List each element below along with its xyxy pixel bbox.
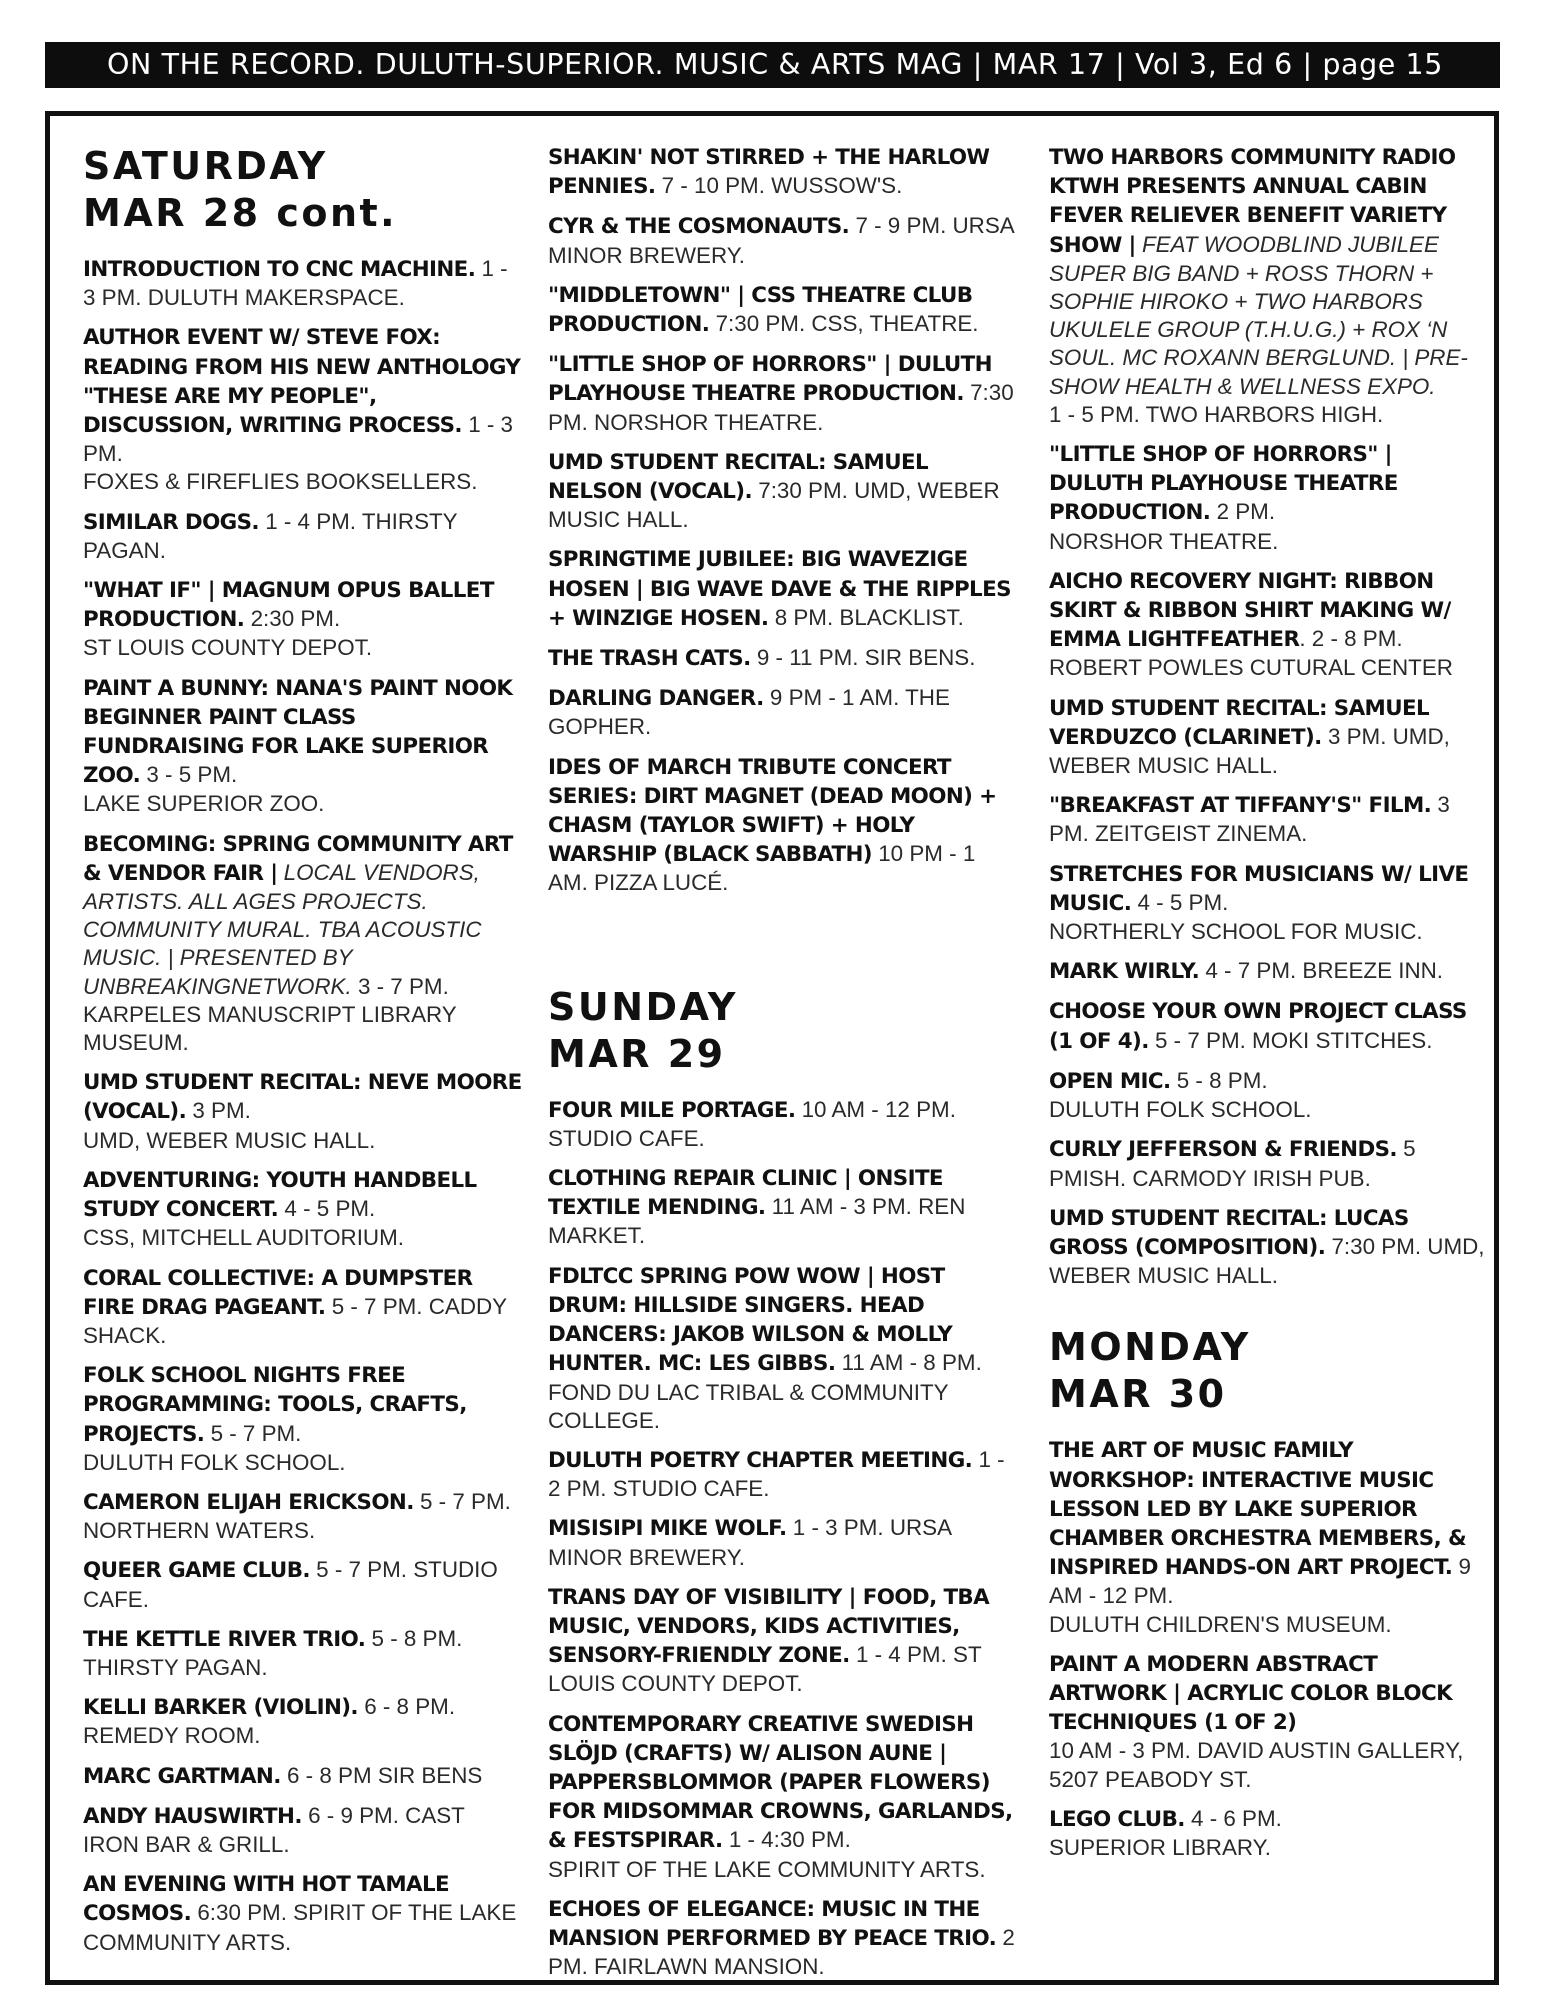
event-title: "MIDDLETOWN" | CSS THEATRE CLUB PRODUCTION.	[548, 282, 973, 338]
event-time: . 2 - 8 PM.	[1299, 626, 1403, 652]
page-header	[45, 42, 1500, 88]
event-item	[83, 1762, 523, 1791]
event-title: "BREAKFAST AT TIFFANY'S" FILM.	[1049, 793, 1432, 819]
event-item	[548, 212, 1018, 269]
event-time: 2:30 PM.	[250, 606, 341, 632]
event-venue: SPIRIT OF THE LAKE COMMUNITY ARTS.	[548, 1856, 986, 1882]
event-title: BECOMING: SPRING COMMUNITY ART & VENDOR FAIR |	[83, 831, 513, 886]
event-time: 7 - 10 PM. WUSSOW'S.	[661, 173, 903, 199]
day-heading-monday	[1049, 1324, 1489, 1418]
event-venue: FOND DU LAC TRIBAL & COMMUNITY COLLEGE.	[548, 1379, 949, 1433]
event-time: 1 - 3 PM. URSA MINOR BREWERY.	[548, 1515, 951, 1570]
event-time: 2 PM.	[1216, 499, 1276, 525]
event-venue: DULUTH FOLK SCHOOL.	[1049, 1097, 1312, 1123]
event-title: TRANS DAY OF VISIBILITY | FOOD, TBA MUSIC, VENDORS, KIDS ACTIVITIES, SENSORY-FRIENDLY ZONE.	[548, 1584, 990, 1669]
event-item	[1049, 1805, 1489, 1862]
event-title: DULUTH POETRY CHAPTER MEETING.	[548, 1447, 973, 1473]
event-time: 3 PM.	[192, 1098, 251, 1124]
event-item	[1049, 957, 1489, 986]
event-title: ECHOES OF ELEGANCE: MUSIC IN THE MANSION PERFORMED BY PEACE TRIO.	[548, 1896, 997, 1951]
event-item	[1049, 1204, 1489, 1291]
event-item	[548, 448, 1018, 535]
event-time: 6 - 9 PM. CAST IRON BAR & GRILL.	[83, 1802, 465, 1857]
event-time: 5 - 8 PM. THIRSTY PAGAN.	[83, 1625, 463, 1680]
event-title: FOLK SCHOOL NIGHTS FREE PROGRAMMING: TOOLS, CRAFTS, PROJECTS.	[83, 1363, 467, 1447]
event-title: UMD STUDENT RECITAL: NEVE MOORE (VOCAL).	[83, 1070, 522, 1125]
event-item	[548, 1164, 1018, 1251]
event-time: 11 AM - 8 PM.	[841, 1350, 982, 1376]
event-title: "WHAT IF" | MAGNUM OPUS BALLET PRODUCTION.	[83, 578, 494, 633]
event-venue: 10 AM - 3 PM. DAVID AUSTIN GALLERY, 5207 PEABODY ST.	[1049, 1738, 1464, 1792]
event-title: UMD STUDENT RECITAL: SAMUEL NELSON (VOCAL).	[548, 449, 929, 505]
column-1	[83, 143, 523, 1968]
event-venue: LAKE SUPERIOR ZOO.	[83, 791, 325, 817]
event-title: CAMERON ELIJAH ERICKSON.	[83, 1489, 414, 1515]
event-title: THE ART OF MUSIC FAMILY WORKSHOP: INTERACTIVE MUSIC LESSON LED BY LAKE SUPERIOR CHAMBER ORCHESTRA MEMBERS, & INSPIRED HANDS-ON ART PROJECT.	[1049, 1438, 1467, 1581]
event-time: 1 - 3 PM.	[83, 412, 514, 467]
event-description: FEAT WOODBLIND JUBILEE SUPER BIG BAND + ROSS THORN + SOPHIE HIROKO + TWO HARBORS UKULELE GROUP (T.H.U.G.) + ROX ‘N SOUL. MC ROXANN BERGLUND. | PRE-SHOW HEALTH & WELLNESS EXPO.	[1049, 231, 1468, 399]
event-time: 4 - 6 PM.	[1191, 1805, 1282, 1831]
event-time: 6 - 8 PM. REMEDY ROOM.	[83, 1694, 456, 1749]
event-time: 1 - 3 PM. DULUTH MAKERSPACE.	[83, 256, 508, 311]
event-time: 5 - 7 PM.	[210, 1420, 302, 1446]
event-time: 5 - 8 PM.	[1176, 1067, 1268, 1093]
event-title: TWO HARBORS COMMUNITY RADIO KTWH PRESENTS ANNUAL CABIN FEVER RELIEVER BENEFIT VARIETY SHOW |	[1049, 145, 1456, 258]
event-item	[548, 1262, 1018, 1435]
event-title: CURLY JEFFERSON & FRIENDS.	[1049, 1137, 1397, 1163]
event-item	[83, 323, 523, 496]
event-title: MARK WIRLY.	[1049, 959, 1200, 985]
event-item	[1049, 1650, 1489, 1794]
event-time: 5 - 7 PM. NORTHERN WATERS.	[83, 1488, 511, 1544]
event-title: THE TRASH CATS.	[548, 646, 751, 672]
event-item	[548, 1710, 1018, 1884]
event-title: CYR & THE COSMONAUTS.	[548, 214, 850, 240]
event-item	[1049, 860, 1489, 947]
event-title: MISISIPI MIKE WOLF.	[548, 1516, 787, 1542]
event-list-saturday-more	[548, 143, 1018, 898]
event-list-saturday	[83, 255, 523, 1957]
event-title: INTRODUCTION TO CNC MACHINE.	[83, 257, 476, 282]
event-time: 4 - 5 PM.	[1137, 889, 1229, 915]
event-time: 3 PM. UMD, WEBER MUSIC HALL.	[1049, 723, 1450, 779]
event-time: 11 AM - 3 PM. REN MARKET.	[548, 1194, 966, 1249]
event-item	[548, 143, 1018, 201]
event-time: 9 AM - 12 PM.	[1049, 1554, 1471, 1609]
day-name: MONDAY	[1049, 1325, 1251, 1370]
event-time: 5 - 7 PM. STUDIO CAFE.	[83, 1557, 498, 1612]
event-title: SPRINGTIME JUBILEE: BIG WAVEZIGE HOSEN | BIG WAVE DAVE & THE RIPPLES + WINZIGE HOSEN.	[548, 547, 1011, 631]
event-venue: NORSHOR THEATRE.	[1049, 528, 1279, 554]
event-description: LOCAL VENDORS, ARTISTS. ALL AGES PROJECTS. COMMUNITY MURAL. TBA ACOUSTIC MUSIC. | PRESENTED BY UNBREAKINGNETWORK.	[83, 859, 482, 999]
event-title: IDES OF MARCH TRIBUTE CONCERT SERIES: DIRT MAGNET (DEAD MOON) + CHASM (TAYLOR SWIFT) + HOLY WARSHIP (BLACK SABBATH)	[548, 754, 997, 868]
event-time: 2 PM. FAIRLAWN MANSION.	[548, 1924, 1015, 1980]
event-item	[548, 644, 1018, 673]
event-time: 1 - 4:30 PM.	[728, 1827, 851, 1853]
event-item	[1049, 143, 1489, 429]
event-time: 7:30 PM. UMD, WEBER MUSIC HALL.	[1049, 1233, 1485, 1289]
event-title: LEGO CLUB.	[1049, 1806, 1185, 1832]
event-list-sunday-more	[1049, 143, 1489, 1290]
event-title: SIMILAR DOGS.	[83, 509, 259, 535]
event-item	[83, 1556, 523, 1613]
event-time: 9 PM - 1 AM. THE GOPHER.	[548, 685, 950, 740]
event-venue: 1 - 5 PM. TWO HARBORS HIGH.	[1049, 401, 1384, 427]
event-title: ADVENTURING: YOUTH HANDBELL STUDY CONCERT.	[83, 1167, 477, 1223]
event-title: OPEN MIC.	[1049, 1068, 1171, 1094]
day-name: SATURDAY	[83, 144, 328, 188]
event-title: FOUR MILE PORTAGE.	[548, 1097, 796, 1123]
event-item	[548, 1583, 1018, 1699]
event-item	[83, 1166, 523, 1253]
event-item	[548, 1514, 1018, 1571]
column-3	[1049, 143, 1489, 1873]
event-venue: DULUTH FOLK SCHOOL.	[83, 1449, 346, 1475]
event-time: 6:30 PM. SPIRIT OF THE LAKE COMMUNITY ARTS.	[83, 1900, 517, 1955]
day-heading-saturday	[83, 143, 523, 237]
event-time: 5 PMISH. CARMODY IRISH PUB.	[1049, 1136, 1416, 1191]
event-title: STRETCHES FOR MUSICIANS W/ LIVE MUSIC.	[1049, 861, 1469, 916]
event-venue: ST LOUIS COUNTY DEPOT.	[83, 635, 373, 661]
event-list-monday	[1049, 1436, 1489, 1862]
event-venue: CSS, MITCHELL AUDITORIUM.	[83, 1225, 404, 1251]
event-title: UMD STUDENT RECITAL: SAMUEL VERDUZCO (CLARINET).	[1049, 695, 1430, 750]
event-title: SHAKIN' NOT STIRRED + THE HARLOW PENNIES.	[548, 145, 990, 200]
event-time: 5 - 7 PM. MOKI STITCHES.	[1154, 1027, 1433, 1053]
event-title: CLOTHING REPAIR CLINIC | ONSITE TEXTILE MENDING.	[548, 1166, 943, 1221]
event-item	[1049, 1135, 1489, 1192]
event-item	[83, 1693, 523, 1750]
event-venue: SUPERIOR LIBRARY.	[1049, 1834, 1271, 1860]
event-title: AUTHOR EVENT W/ STEVE FOX: READING FROM HIS NEW ANTHOLOGY "THESE ARE MY PEOPLE", DISCUSSION, WRITING PROCESS.	[83, 325, 521, 439]
event-venue: DULUTH CHILDREN'S MUSEUM.	[1049, 1611, 1392, 1637]
event-item	[1049, 1067, 1489, 1124]
event-title: MARC GARTMAN.	[83, 1763, 281, 1789]
event-time: 10 PM - 1 AM. PIZZA LUCÉ.	[548, 841, 976, 896]
event-item	[83, 1264, 523, 1351]
event-item	[548, 684, 1018, 741]
event-item	[83, 1068, 523, 1155]
event-time: 7:30 PM. UMD, WEBER MUSIC HALL.	[548, 478, 1000, 533]
event-time: 9 - 11 PM. SIR BENS.	[756, 645, 976, 671]
event-time: 5 - 7 PM. CADDY SHACK.	[83, 1293, 507, 1348]
event-item	[548, 753, 1018, 898]
event-item	[1049, 997, 1489, 1055]
event-title: THE KETTLE RIVER TRIO.	[83, 1626, 366, 1652]
event-time: 7:30 PM. NORSHOR THEATRE.	[548, 380, 1014, 435]
event-time: 7 - 9 PM. URSA MINOR BREWERY.	[548, 213, 1014, 268]
event-title: CHOOSE YOUR OWN PROJECT CLASS (1 OF 4).	[1049, 999, 1467, 1054]
event-title: QUEER GAME CLUB.	[83, 1558, 310, 1584]
event-list-sunday	[548, 1096, 1018, 1982]
event-title: DARLING DANGER.	[548, 686, 764, 712]
event-item	[83, 830, 523, 1058]
event-item	[548, 1096, 1018, 1153]
event-item	[548, 545, 1018, 633]
event-item	[83, 255, 523, 312]
event-time: 6 - 8 PM SIR BENS	[286, 1762, 483, 1788]
day-name: SUNDAY	[548, 984, 738, 1029]
event-time: 1 - 2 PM. STUDIO CAFE.	[548, 1446, 1005, 1502]
event-title: "LITTLE SHOP OF HORRORS" | DULUTH PLAYHOUSE THEATRE PRODUCTION.	[548, 352, 992, 407]
event-item	[1049, 694, 1489, 781]
event-time: 10 AM - 12 PM. STUDIO CAFE.	[548, 1096, 956, 1151]
event-item	[548, 350, 1018, 437]
event-time: 4 - 7 PM. BREEZE INN.	[1205, 958, 1444, 984]
event-item	[1049, 440, 1489, 556]
event-title: UMD STUDENT RECITAL: LUCAS GROSS (COMPOSITION).	[1049, 1205, 1409, 1260]
event-venue: KARPELES MANUSCRIPT LIBRARY MUSEUM.	[83, 1001, 457, 1056]
event-item	[548, 1895, 1018, 1982]
event-time: 3 - 5 PM.	[146, 762, 238, 788]
event-item	[83, 576, 523, 663]
event-item	[83, 1361, 523, 1477]
event-title: CORAL COLLECTIVE: A DUMPSTER FIRE DRAG PAGEANT.	[83, 1265, 473, 1320]
event-time: 8 PM. BLACKLIST.	[774, 604, 964, 630]
event-title: AICHO RECOVERY NIGHT: RIBBON SKIRT & RIBBON SHIRT MAKING W/ EMMA LIGHTFEATHER	[1049, 568, 1451, 653]
event-item	[83, 1802, 523, 1859]
event-time: 3 PM. ZEITGEIST ZINEMA.	[1049, 792, 1450, 847]
event-item	[1049, 1436, 1489, 1638]
header-text: ON THE RECORD. DULUTH-SUPERIOR. MUSIC & ARTS MAG | MAR 17 | Vol 3, Ed 6 | page 15	[107, 48, 1444, 81]
event-title: CONTEMPORARY CREATIVE SWEDISH SLÖJD (CRAFTS) W/ ALISON AUNE | PAPPERSBLOMMOR (PAPER FLOWERS) FOR MIDSOMMAR CROWNS, GARLANDS, & FESTSPIRAR.	[548, 1711, 1013, 1854]
event-title: PAINT A MODERN ABSTRACT ARTWORK | ACRYLIC COLOR BLOCK TECHNIQUES (1 OF 2)	[1049, 1651, 1453, 1736]
event-title: KELLI BARKER (VIOLIN).	[83, 1695, 358, 1721]
event-title: PAINT A BUNNY: NANA'S PAINT NOOK BEGINNER PAINT CLASS FUNDRAISING FOR LAKE SUPERIOR ZOO.	[83, 675, 513, 789]
day-heading-sunday	[548, 984, 1018, 1078]
event-venue: FOXES & FIREFLIES BOOKSELLERS.	[83, 469, 478, 495]
event-item	[548, 281, 1018, 339]
event-item	[83, 1488, 523, 1545]
day-date: MAR 30	[1049, 1372, 1227, 1417]
day-date: MAR 29	[548, 1031, 726, 1076]
event-item	[1049, 567, 1489, 683]
event-item	[548, 1446, 1018, 1503]
event-venue: ROBERT POWLES CUTURAL CENTER	[1049, 655, 1453, 681]
event-venue: NORTHERLY SCHOOL FOR MUSIC.	[1049, 919, 1423, 945]
event-item	[1049, 791, 1489, 848]
day-date: MAR 28 cont.	[83, 191, 398, 235]
event-item	[83, 508, 523, 565]
event-item	[83, 1625, 523, 1682]
event-title: AN EVENING WITH HOT TAMALE COSMOS.	[83, 1872, 450, 1927]
event-title: ANDY HAUSWIRTH.	[83, 1803, 302, 1829]
event-time: 7:30 PM. CSS, THEATRE.	[715, 311, 979, 337]
event-time: 4 - 5 PM.	[284, 1196, 376, 1222]
event-venue: UMD, WEBER MUSIC HALL.	[83, 1127, 376, 1153]
event-time: 1 - 4 PM. ST LOUIS COUNTY DEPOT.	[548, 1642, 982, 1697]
event-item	[83, 674, 523, 819]
event-title: FDLTCC SPRING POW WOW | HOST DRUM: HILLSIDE SINGERS. HEAD DANCERS: JAKOB WILSON & MOLLY HUNTER. MC: LES GIBBS.	[548, 1263, 953, 1377]
event-title: "LITTLE SHOP OF HORRORS" | DULUTH PLAYHOUSE THEATRE PRODUCTION.	[1049, 442, 1398, 526]
column-2	[548, 143, 1018, 1992]
event-time: 1 - 4 PM. THIRSTY PAGAN.	[83, 508, 458, 563]
event-time: 3 - 7 PM.	[357, 973, 449, 999]
event-item	[83, 1870, 523, 1957]
